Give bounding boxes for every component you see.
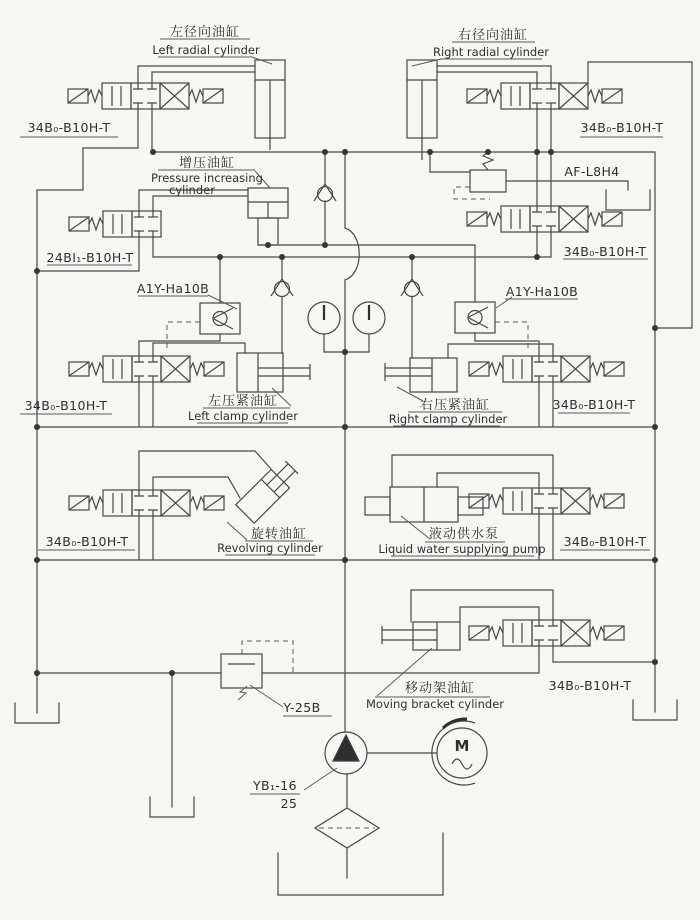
label-right-clamp-cn: 右压紧油缸 [419, 398, 491, 413]
label-pressure-inc-en2: cylinder [169, 183, 215, 197]
label-left-radial-cn: 左径向油缸 [169, 25, 241, 40]
pressure-gauge-right [353, 302, 385, 334]
code-pressure-switch: Y-25B [283, 700, 321, 715]
label-left-clamp-cn: 左压紧油缸 [207, 394, 279, 409]
label-water-pump-cn: 液动供水泵 [428, 527, 500, 542]
valve-right-radial [467, 75, 622, 117]
code-pump-model-den: 25 [280, 796, 298, 811]
label-pressure-inc-en1: Pressure increasing [151, 171, 263, 185]
left-clamp-cylinder [237, 353, 310, 392]
check-valve-left-clamp [271, 279, 293, 297]
valve-upper-right [467, 198, 622, 240]
valve-pressure-increasing [69, 203, 161, 245]
motor-letter: M [454, 737, 470, 755]
label-pressure-inc-cn: 增压油缸 [178, 156, 236, 171]
code-valve-revolving: 34B₀-B10H-T [45, 534, 129, 549]
valve-right-clamp [469, 348, 624, 390]
right-radial-cylinder [407, 60, 437, 160]
label-revolving-cn: 旋转油缸 [250, 527, 308, 542]
electric-motor [432, 719, 487, 785]
moving-bracket-cylinder [382, 622, 460, 650]
label-left-clamp-en: Left clamp cylinder [188, 409, 298, 423]
left-radial-cylinder [255, 60, 285, 150]
hydraulic-pump [325, 732, 367, 774]
check-valve-center [314, 184, 336, 202]
code-pilot-check-right: A1Y-Ha10B [505, 284, 579, 299]
label-left-radial-en: Left radial cylinder [152, 43, 260, 57]
valve-revolving [69, 482, 224, 524]
pipe-network [37, 62, 692, 895]
label-moving-bracket-cn: 移动架油缸 [404, 681, 476, 696]
valve-water-pump [469, 480, 624, 522]
right-clamp-cylinder [385, 358, 457, 392]
label-right-radial-en: Right radial cylinder [432, 45, 550, 59]
check-valve-right-clamp [401, 279, 423, 297]
code-pilot-check-left: A1Y-Ha10B [136, 281, 210, 296]
code-valve-upper-right: 34B₀-B10H-T [563, 244, 647, 259]
pressure-gauge-left [308, 302, 340, 334]
code-valve-left-radial: 34B₀-B10H-T [27, 120, 111, 135]
revolving-cylinder [236, 458, 301, 523]
tank-relief [606, 190, 650, 210]
valve-left-radial [68, 75, 223, 117]
code-pump-model-num: YB₁-16 [252, 778, 298, 793]
label-revolving-en: Revolving cylinder [217, 541, 323, 555]
code-valve-water-pump: 34B₀-B10H-T [563, 534, 647, 549]
valve-left-clamp [69, 348, 224, 390]
pilot-check-right [455, 302, 495, 333]
pressure-switch [221, 654, 262, 700]
label-right-radial-cn: 右径向油缸 [457, 28, 529, 43]
code-valve-moving-bracket: 34B₀-B10H-T [548, 678, 632, 693]
relief-valve [470, 170, 506, 192]
valve-moving-bracket [469, 612, 624, 654]
water-supply-pump [365, 487, 483, 522]
label-water-pump-en: Liquid water supplying pump [378, 542, 546, 556]
label-moving-bracket-en: Moving bracket cylinder [366, 697, 504, 711]
pressure-increasing-cylinder [248, 188, 288, 245]
code-valve-left-clamp: 34B₀-B10H-T [24, 398, 108, 413]
code-two-pos-valve: 24BI₁-B10H-T [46, 250, 134, 265]
code-valve-right-radial: 34B₀-B10H-T [580, 120, 664, 135]
code-valve-right-clamp: 34B₀-B10H-T [552, 397, 636, 412]
code-relief-valve: AF-L8H4 [564, 164, 620, 179]
label-right-clamp-en: Right clamp cylinder [388, 412, 508, 426]
